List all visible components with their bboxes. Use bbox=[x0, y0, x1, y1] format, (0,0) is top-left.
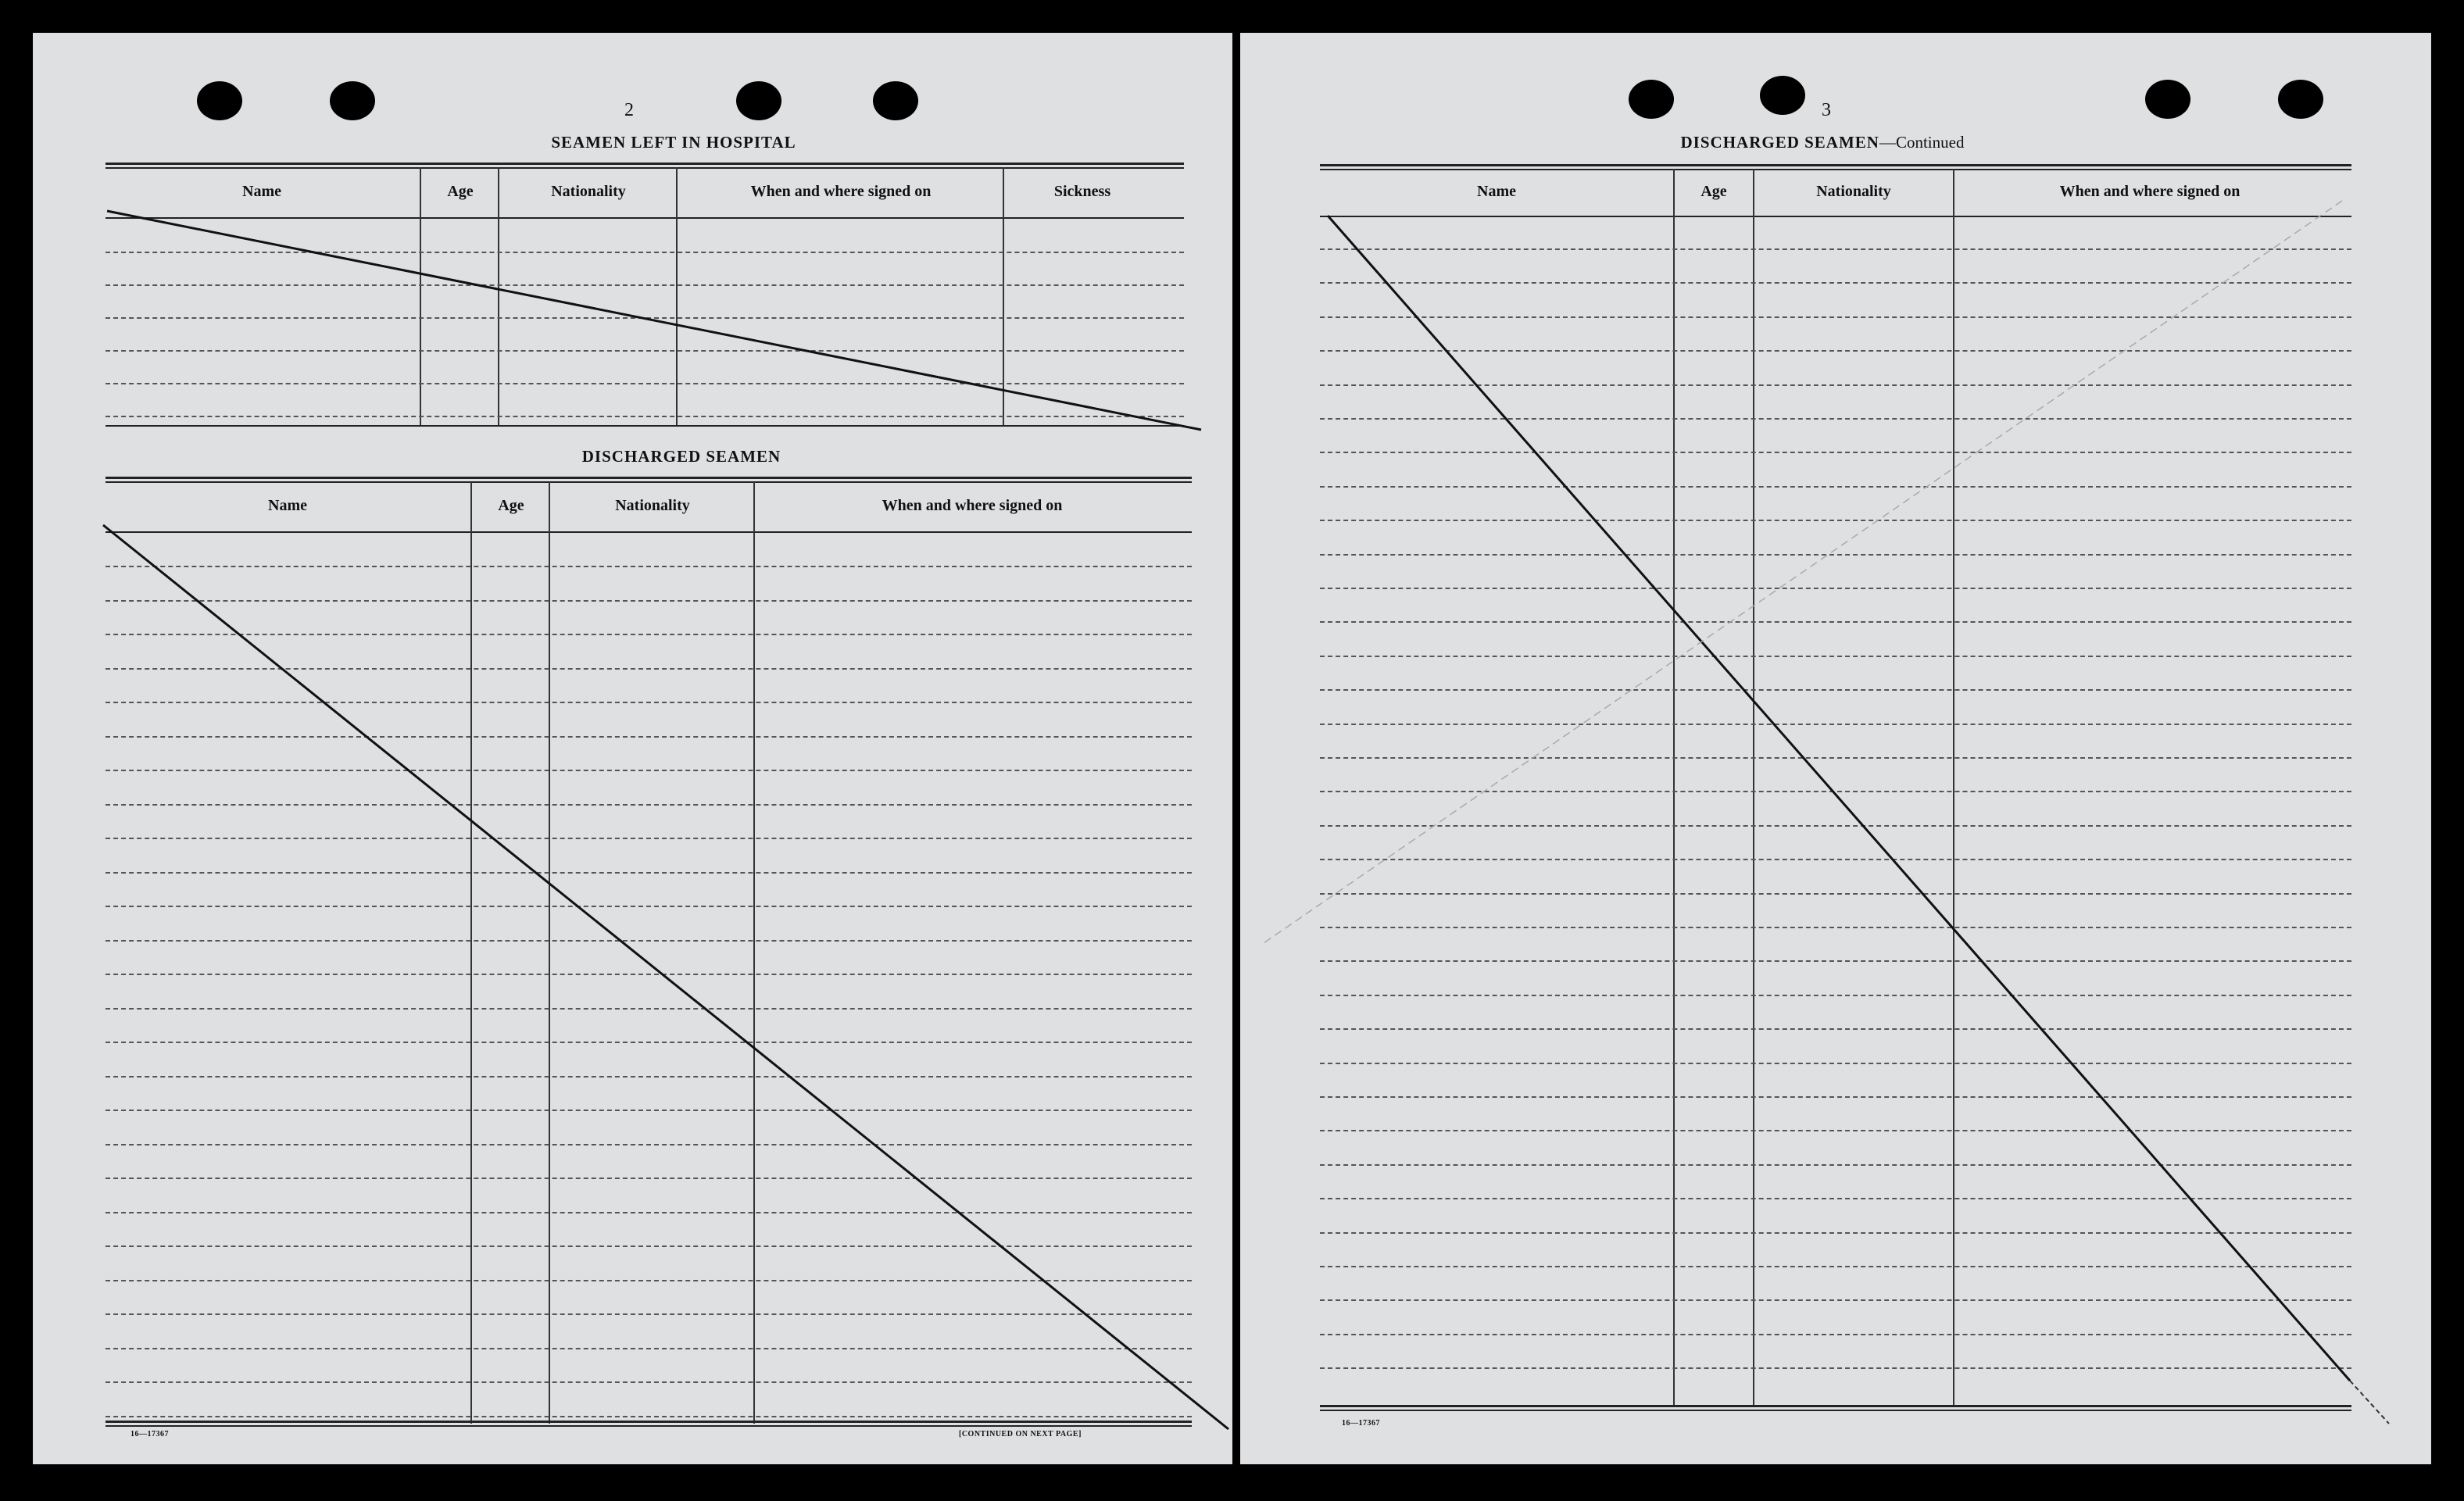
entry-line bbox=[105, 668, 1192, 670]
entry-line bbox=[105, 1144, 1192, 1145]
entry-line bbox=[1320, 588, 2351, 589]
column-header-age: Age bbox=[1700, 183, 1727, 200]
punch-hole bbox=[330, 81, 375, 120]
header-rule bbox=[1320, 216, 2351, 217]
column-header-nationality: Nationality bbox=[551, 183, 626, 200]
column-header-signed-on: When and where signed on bbox=[882, 497, 1063, 514]
entry-line bbox=[105, 416, 1184, 417]
header-rule bbox=[105, 163, 1184, 169]
punch-hole bbox=[736, 81, 781, 120]
continued-note: [CONTINUED ON NEXT PAGE] bbox=[959, 1430, 1082, 1438]
entry-line bbox=[1320, 791, 2351, 792]
entry-line bbox=[105, 350, 1184, 352]
entry-line bbox=[1320, 1063, 2351, 1064]
entry-line bbox=[1320, 384, 2351, 386]
section-title-suffix: —Continued bbox=[1879, 133, 1965, 152]
column-divider bbox=[1753, 169, 1754, 1407]
column-header-name: Name bbox=[268, 497, 307, 514]
entry-line bbox=[105, 1381, 1192, 1383]
column-divider bbox=[1673, 169, 1675, 1407]
column-divider bbox=[1953, 169, 1954, 1407]
cancel-strike-lines bbox=[1240, 33, 2431, 1464]
header-rule bbox=[1320, 164, 2351, 170]
column-divider bbox=[498, 167, 499, 425]
column-header-age: Age bbox=[447, 183, 474, 200]
entry-line bbox=[1320, 1266, 2351, 1267]
right-page bbox=[1240, 33, 2431, 1464]
entry-line bbox=[1320, 724, 2351, 725]
column-divider bbox=[753, 482, 755, 1424]
entry-line bbox=[105, 1212, 1192, 1213]
entry-line bbox=[105, 634, 1192, 635]
left-page bbox=[33, 33, 1232, 1464]
entry-line bbox=[105, 1313, 1192, 1315]
column-header-signed-on: When and where signed on bbox=[750, 183, 932, 200]
entry-line bbox=[1320, 825, 2351, 827]
entry-line bbox=[1320, 757, 2351, 759]
entry-line bbox=[1320, 1232, 2351, 1234]
entry-line bbox=[1320, 486, 2351, 488]
table-bottom-rule bbox=[1320, 1405, 2351, 1411]
column-header-sickness: Sickness bbox=[1053, 183, 1111, 200]
entry-line bbox=[1320, 350, 2351, 352]
entry-line bbox=[1320, 554, 2351, 556]
column-divider bbox=[470, 482, 472, 1424]
entry-line bbox=[105, 252, 1184, 253]
punch-hole bbox=[1760, 76, 1805, 115]
cancel-strike-lines bbox=[33, 33, 1232, 1464]
section-title-discharged: DISCHARGED SEAMEN bbox=[581, 447, 781, 466]
entry-line bbox=[105, 1076, 1192, 1078]
punch-hole bbox=[2278, 80, 2323, 119]
entry-line bbox=[1320, 656, 2351, 657]
form-code: 16—17367 bbox=[1342, 1419, 1380, 1428]
header-rule bbox=[105, 477, 1192, 483]
table-bottom-rule bbox=[105, 1421, 1192, 1427]
entry-line bbox=[1320, 960, 2351, 962]
entry-line bbox=[1320, 316, 2351, 318]
entry-line bbox=[105, 1245, 1192, 1247]
column-header-name: Name bbox=[242, 183, 281, 200]
punch-hole bbox=[873, 81, 918, 120]
entry-line bbox=[105, 1008, 1192, 1010]
entry-line bbox=[105, 974, 1192, 975]
column-divider bbox=[1003, 167, 1004, 425]
entry-line bbox=[105, 906, 1192, 907]
entry-line bbox=[1320, 995, 2351, 996]
entry-line bbox=[105, 284, 1184, 286]
entry-line bbox=[1320, 1198, 2351, 1199]
entry-line bbox=[1320, 621, 2351, 623]
entry-line bbox=[105, 736, 1192, 738]
entry-line bbox=[1320, 1028, 2351, 1030]
entry-line bbox=[105, 566, 1192, 567]
punch-hole bbox=[1629, 80, 1674, 119]
entry-line bbox=[105, 770, 1192, 771]
header-rule bbox=[105, 217, 1184, 219]
column-header-signed-on: When and where signed on bbox=[2059, 183, 2240, 200]
page-number: 2 bbox=[624, 100, 634, 120]
entry-line bbox=[1320, 689, 2351, 691]
column-header-age: Age bbox=[498, 497, 524, 514]
section-title-text: DISCHARGED SEAMEN bbox=[1680, 133, 1879, 152]
entry-line bbox=[105, 317, 1184, 319]
column-divider bbox=[676, 167, 678, 425]
form-code: 16—17367 bbox=[131, 1430, 169, 1438]
entry-line bbox=[105, 383, 1184, 384]
entry-line bbox=[105, 702, 1192, 703]
entry-line bbox=[1320, 893, 2351, 895]
entry-line bbox=[1320, 452, 2351, 453]
entry-line bbox=[1320, 282, 2351, 284]
entry-line bbox=[105, 1042, 1192, 1043]
entry-line bbox=[1320, 1096, 2351, 1098]
column-divider bbox=[549, 482, 550, 1424]
entry-line bbox=[105, 940, 1192, 942]
section-title-hospital: SEAMEN LEFT IN HOSPITAL bbox=[551, 133, 796, 152]
entry-line bbox=[105, 872, 1192, 874]
section-bottom-rule bbox=[105, 425, 1184, 427]
column-header-name: Name bbox=[1477, 183, 1516, 200]
header-rule bbox=[105, 531, 1192, 533]
entry-line bbox=[1320, 1367, 2351, 1369]
entry-line bbox=[105, 1280, 1192, 1281]
entry-line bbox=[1320, 1334, 2351, 1335]
entry-line bbox=[105, 1416, 1192, 1417]
entry-line bbox=[1320, 520, 2351, 521]
column-divider bbox=[420, 167, 421, 425]
entry-line bbox=[1320, 248, 2351, 250]
entry-line bbox=[105, 1348, 1192, 1349]
entry-line bbox=[105, 600, 1192, 602]
punch-hole bbox=[2145, 80, 2190, 119]
entry-line bbox=[105, 1178, 1192, 1179]
entry-line bbox=[1320, 1164, 2351, 1166]
entry-line bbox=[1320, 1299, 2351, 1301]
entry-line bbox=[105, 1110, 1192, 1111]
entry-line bbox=[1320, 1130, 2351, 1131]
column-header-nationality: Nationality bbox=[615, 497, 690, 514]
entry-line bbox=[105, 838, 1192, 839]
section-title-discharged-continued bbox=[1568, 133, 2076, 152]
entry-line bbox=[1320, 859, 2351, 860]
page-number: 3 bbox=[1822, 100, 1831, 120]
punch-hole bbox=[197, 81, 242, 120]
entry-line bbox=[1320, 927, 2351, 928]
entry-line bbox=[1320, 418, 2351, 420]
entry-line bbox=[105, 804, 1192, 806]
column-header-nationality: Nationality bbox=[1816, 183, 1891, 200]
